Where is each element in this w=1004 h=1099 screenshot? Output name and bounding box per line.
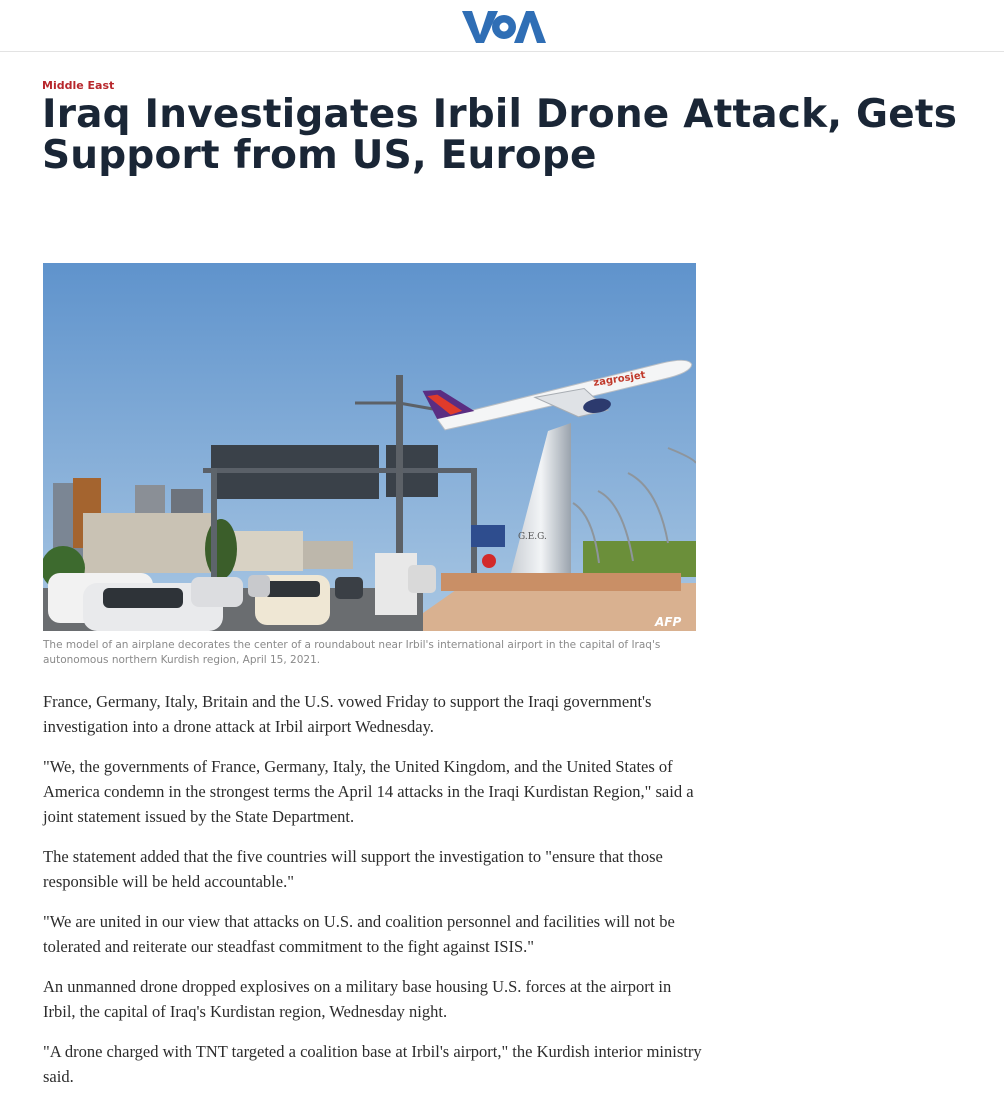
article-title: Iraq Investigates Irbil Drone Attack, Gets Support from US, Europe xyxy=(42,92,958,178)
category-link[interactable]: Middle East xyxy=(42,79,115,92)
article-photo xyxy=(43,263,696,631)
paragraph: An unmanned drone dropped explosives on a military base housing U.S. forces at the airport in Irbil, the capital of Iraq's Kurdistan region, Wednesday night. xyxy=(43,977,672,1021)
voa-logo[interactable] xyxy=(460,7,548,45)
paragraph: "We, the governments of France, Germany, Italy, the United Kingdom, and the United States of America condemn in the strongest terms the April 14 attacks in the Iraqi Kurdistan Region," said a joint statement issued by the State Department. xyxy=(43,757,694,826)
site-header xyxy=(0,0,1004,52)
paragraph: The statement added that the five countries will support the investigation to "ensure that those responsible will be held accountable." xyxy=(43,847,663,891)
paragraph: "We are united in our view that attacks on U.S. and coalition personnel and facilities will not be tolerated and reiterate our steadfast commitment to the fight against ISIS." xyxy=(43,912,675,956)
svg-text:G.E.G.: G.E.G. xyxy=(518,532,547,542)
paragraph: France, Germany, Italy, Britain and the U.S. vowed Friday to support the Iraqi government's investigation into a drone attack at Irbil airport Wednesday. xyxy=(43,692,652,736)
photo-caption: The model of an airplane decorates the center of a roundabout near Irbil's international airport in the capital of Iraq's autonomous northern Kurdish region, April 15, 2021. xyxy=(43,639,661,666)
article-body xyxy=(43,689,703,1099)
svg-text:zagrosjet: zagrosjet xyxy=(592,369,647,389)
photo-credit: AFP xyxy=(655,615,682,629)
paragraph: "A drone charged with TNT targeted a coalition base at Irbil's airport," the Kurdish interior ministry said. xyxy=(43,1042,702,1086)
